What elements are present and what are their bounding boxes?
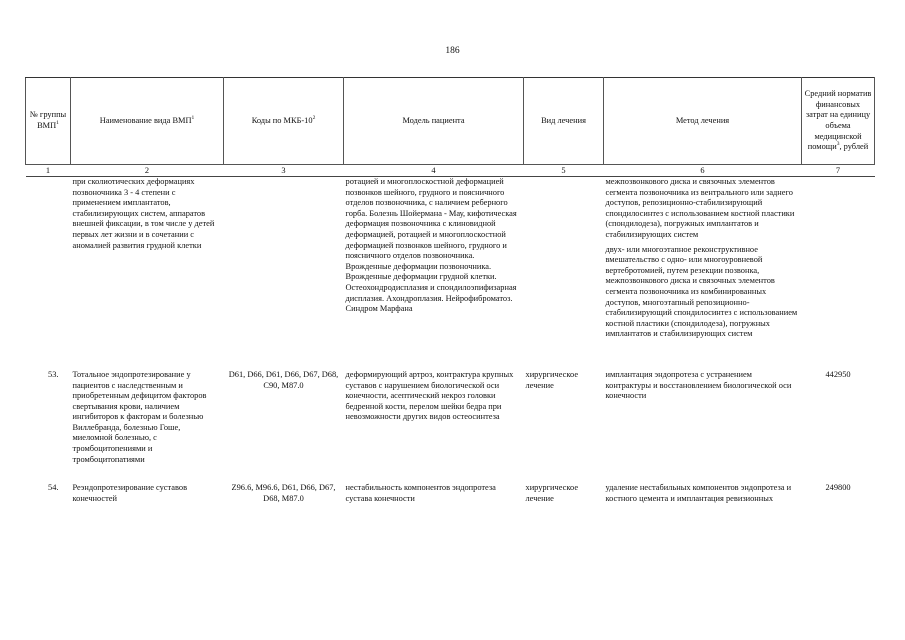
average-cost: 249800 bbox=[825, 483, 851, 493]
column-number: 2 bbox=[71, 165, 224, 177]
average-cost: 442950 bbox=[825, 369, 851, 379]
patient-model: ротацией и многоплоскостной деформацией позвонков шейного, грудного и поясничного отделов позвоночника, с наличием реберного горба. Болезнь Шойермана - Мау, кифотическая деформация позвоночника с клиновидной деформацией, ротацией и многоплоскостной деформацией позвонков шейного, грудного и поясничного отделов позвоночника. Врожденные деформации позвоночника. Врожденные деформации грудной клетки. Остеохондродисплазия и спондилоэпифизарная дисплазия. Ахондроплазия. Нейрофиброматоз. Синдром Марфана bbox=[345, 177, 517, 314]
treatment-type: хирургическое лечение bbox=[525, 483, 579, 503]
table-row bbox=[26, 465, 875, 504]
header-icd-codes: Коды по МКБ-$10^2$ bbox=[224, 78, 344, 165]
treatment-type: хирургическое лечение bbox=[525, 369, 579, 390]
table-row bbox=[26, 340, 875, 465]
treatment-method-alt: двух- или многоэтапное реконструктивное вмешательство с одно- или многоуровневой вертебротомией, путем резекции позвонка, межпозвонкового диска и связочных элементов сегмента позвоночника из комбинированных доступов, многоэтапный репозиционно-стабилизирующий спондилосинтез с использованием костной пластики (спондилодеза), погружных имплантатов и стабилизирующих систем bbox=[605, 244, 798, 339]
column-number: 5 bbox=[524, 165, 604, 177]
column-number-row bbox=[26, 165, 875, 177]
column-number: 7 bbox=[802, 165, 875, 177]
vmp-name: при сколиотических деформациях позвоночника 3 - 4 степени с применением имплантатов, стабилизирующих систем, аппаратов внешней фиксации, в том числе у детей первых лет жизни и в сочетании с аномалией развития грудной клетки bbox=[72, 177, 215, 250]
vmp-name: Реэндопротезирование суставов конечностей bbox=[72, 483, 188, 503]
header-row bbox=[26, 78, 875, 165]
header-patient-model: Модель пациента bbox=[344, 78, 524, 165]
column-number: 4 bbox=[344, 165, 524, 177]
icd-codes bbox=[224, 177, 344, 340]
treatment-method-cell bbox=[604, 177, 802, 340]
group-number: 54. bbox=[48, 483, 59, 493]
header-group-number: № группы ВМП$^1$ bbox=[26, 78, 71, 165]
header-treatment-method: Метод лечения bbox=[604, 78, 802, 165]
group-number: 53. bbox=[48, 369, 59, 379]
treatment-method: межпозвонкового диска и связочных элементов сегмента позвоночника из вентрального или заднего доступов, репозиционно-стабилизирующий спондилосинтез с использованием костной пластики (спондилодеза), погружных имплантатов и стабилизирующих систем bbox=[605, 177, 795, 239]
header-vmp-name: Наименование вида ВМП$^1$ bbox=[71, 78, 224, 165]
vmp-name: Тотальное эндопротезирование у пациентов с наследственным и приобретенным дефицитом факторов свертывания крови, наличием ингибиторов к факторам и болезнью Виллебранда, болезнью Гоше, миеломной болезнью, с тромбоцитопениями и тромбоцитопатиями bbox=[72, 369, 207, 464]
patient-model: деформирующий артроз, контрактура крупных суставов с нарушением биологической оси конечности, асептический некроз головки бедренной кости, перелом шейки бедра при невозможности других видов остеосинтеза bbox=[345, 369, 514, 422]
column-number: 6 bbox=[604, 165, 802, 177]
page-number: 186 bbox=[445, 46, 460, 56]
column-number: 3 bbox=[224, 165, 344, 177]
header-average-cost: Средний норматив финансовых затрат на единицу объема медицинской помощи$^3$, рублей bbox=[802, 78, 875, 165]
treatment-type bbox=[524, 177, 604, 340]
vmp-table bbox=[25, 77, 875, 504]
group-number bbox=[26, 177, 71, 340]
patient-model: нестабильность компонентов эндопротеза сустава конечности bbox=[345, 483, 496, 503]
header-treatment-type: Вид лечения bbox=[524, 78, 604, 165]
average-cost bbox=[802, 177, 875, 340]
icd-codes: D61, D66, D61, D66, D67, D68, C90, M87.0 bbox=[228, 369, 339, 390]
icd-codes: Z96.6, M96.6, D61, D66, D67, D68, M87.0 bbox=[231, 483, 336, 503]
treatment-method: имплантация эндопротеза с устранением контрактуры и восстановлением биологической оси конечности bbox=[605, 369, 792, 401]
treatment-method: удаление нестабильных компонентов эндопротеза и костного цемента и имплантация ревизионных bbox=[605, 483, 792, 503]
table-row bbox=[26, 177, 875, 340]
column-number: 1 bbox=[26, 165, 71, 177]
